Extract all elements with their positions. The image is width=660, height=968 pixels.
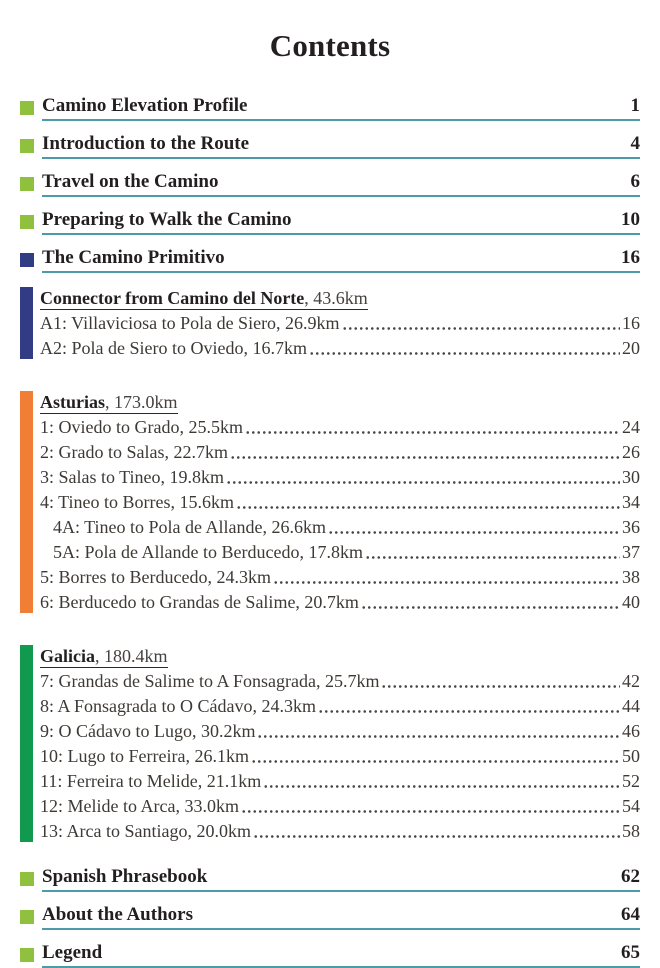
- item-label: 1: Oviedo to Grado, 25.5km: [40, 417, 243, 437]
- item-label: 5: Borres to Berducedo, 24.3km: [40, 567, 271, 587]
- item-page-number: 44: [622, 696, 640, 716]
- item-page-number: 54: [622, 796, 640, 816]
- entry-label: Spanish Phrasebook: [42, 866, 208, 887]
- item-page-number: 58: [622, 821, 640, 841]
- entry-marker: [20, 101, 34, 115]
- dot-leader: [365, 540, 620, 565]
- dot-leader: [361, 590, 620, 615]
- entry-main: [42, 171, 640, 197]
- toc-item: [40, 694, 640, 719]
- entry-marker: [20, 139, 34, 153]
- entry-label: Travel on the Camino: [42, 171, 219, 192]
- item-page-number: 34: [622, 492, 640, 512]
- item-label: 10: Lugo to Ferreira, 26.1km: [40, 746, 249, 766]
- section-galicia: [20, 643, 640, 844]
- dot-leader: [318, 694, 620, 719]
- dot-leader: [230, 440, 620, 465]
- entry-main: [42, 942, 640, 968]
- toc-item: [40, 590, 640, 615]
- toc-item: [40, 415, 640, 440]
- dot-leader: [241, 794, 620, 819]
- entry-main: [42, 904, 640, 930]
- entry-main: [42, 866, 640, 892]
- dot-leader: [236, 490, 620, 515]
- entry-page-number: 10: [621, 209, 640, 230]
- toc-entry: [20, 171, 640, 197]
- item-label: 9: O Cádavo to Lugo, 30.2km: [40, 721, 256, 741]
- entry-marker: [20, 177, 34, 191]
- section-name: Galicia: [40, 646, 95, 666]
- dot-leader: [251, 744, 620, 769]
- item-page-number: 36: [622, 517, 640, 537]
- entry-marker: [20, 872, 34, 886]
- entry-main: [42, 95, 640, 121]
- item-label: 11: Ferreira to Melide, 21.1km: [40, 771, 262, 791]
- item-page-number: 37: [622, 542, 640, 562]
- section-heading: [40, 643, 640, 669]
- entry-page-number: 65: [621, 942, 640, 963]
- item-label: 12: Melide to Arca, 33.0km: [40, 796, 239, 816]
- section-name: Connector from Camino del Norte: [40, 288, 305, 308]
- toc-top-list: [20, 95, 640, 273]
- dot-leader: [245, 415, 620, 440]
- section-content: [40, 643, 640, 844]
- toc-item: [40, 336, 640, 361]
- section-connector: [20, 285, 640, 361]
- item-label: 4: Tineo to Borres, 15.6km: [40, 492, 235, 512]
- item-page-number: 26: [622, 442, 640, 462]
- toc-entry: [20, 95, 640, 121]
- entry-page-number: 6: [630, 171, 640, 192]
- toc-entry: [20, 866, 640, 892]
- item-label: 8: A Fonsagrada to O Cádavo, 24.3km: [40, 696, 316, 716]
- entry-main: [42, 133, 640, 159]
- section-color-bar: [20, 645, 33, 842]
- section-distance: , 43.6km: [304, 288, 368, 308]
- item-label: 2: Grado to Salas, 22.7km: [40, 442, 228, 462]
- toc-item: [40, 490, 640, 515]
- entry-page-number: 4: [630, 133, 640, 154]
- toc-item: [40, 794, 640, 819]
- section-distance: , 180.4km: [95, 646, 168, 666]
- item-label: 4A: Tineo to Pola de Allande, 26.6km: [53, 517, 327, 537]
- toc-entry: [20, 247, 640, 273]
- dot-leader: [342, 311, 620, 336]
- entry-label: About the Authors: [42, 904, 193, 925]
- entry-marker: [20, 215, 34, 229]
- section-heading: [40, 285, 640, 311]
- item-label: 7: Grandas de Salime to A Fonsagrada, 25.7km: [40, 671, 380, 691]
- entry-marker: [20, 253, 34, 267]
- entry-page-number: 64: [621, 904, 640, 925]
- entry-page-number: 62: [621, 866, 640, 887]
- dot-leader: [328, 515, 620, 540]
- dot-leader: [309, 336, 620, 361]
- entry-label: Legend: [42, 942, 103, 963]
- dot-leader: [381, 669, 620, 694]
- section-heading: [40, 389, 640, 415]
- item-page-number: 38: [622, 567, 640, 587]
- item-label: A2: Pola de Siero to Oviedo, 16.7km: [40, 338, 307, 358]
- section-color-bar: [20, 391, 33, 613]
- toc-item-alternate: [40, 515, 640, 540]
- entry-label: Preparing to Walk the Camino: [42, 209, 292, 230]
- item-page-number: 24: [622, 417, 640, 437]
- item-page-number: 50: [622, 746, 640, 766]
- dot-leader: [273, 565, 620, 590]
- section-content: [40, 389, 640, 615]
- item-label: 5A: Pola de Allande to Berducedo, 17.8km: [53, 542, 363, 562]
- dot-leader: [226, 465, 620, 490]
- item-label: 13: Arca to Santiago, 20.0km: [40, 821, 251, 841]
- entry-label: Camino Elevation Profile: [42, 95, 248, 116]
- toc-item: [40, 819, 640, 844]
- dot-leader: [257, 719, 620, 744]
- section-asturias: [20, 389, 640, 615]
- entry-main: [42, 247, 640, 273]
- section-color-bar: [20, 287, 33, 359]
- entry-label: The Camino Primitivo: [42, 247, 225, 268]
- entry-label: Introduction to the Route: [42, 133, 250, 154]
- section-name: Asturias: [40, 392, 106, 412]
- toc-item: [40, 669, 640, 694]
- toc-item-alternate: [40, 540, 640, 565]
- toc-entry: [20, 904, 640, 930]
- toc-item: [40, 465, 640, 490]
- item-label: A1: Villaviciosa to Pola de Siero, 26.9km: [40, 313, 340, 333]
- item-page-number: 40: [622, 592, 640, 612]
- toc-entry: [20, 133, 640, 159]
- toc-item: [40, 440, 640, 465]
- entry-marker: [20, 948, 34, 962]
- toc-item: [40, 719, 640, 744]
- toc-item: [40, 769, 640, 794]
- item-page-number: 30: [622, 467, 640, 487]
- toc-entry: [20, 942, 640, 968]
- item-label: 3: Salas to Tineo, 19.8km: [40, 467, 225, 487]
- item-page-number: 46: [622, 721, 640, 741]
- item-label: 6: Berducedo to Grandas de Salime, 20.7km: [40, 592, 359, 612]
- page-title: Contents: [269, 28, 391, 63]
- toc-item: [40, 565, 640, 590]
- entry-page-number: 16: [621, 247, 640, 268]
- toc-bottom-list: [20, 866, 640, 968]
- item-page-number: 42: [622, 671, 640, 691]
- toc-entry: [20, 209, 640, 235]
- item-page-number: 20: [622, 338, 640, 358]
- dot-leader: [253, 819, 620, 844]
- toc-item: [40, 311, 640, 336]
- item-page-number: 16: [622, 313, 640, 333]
- item-page-number: 52: [622, 771, 640, 791]
- toc-item: [40, 744, 640, 769]
- section-distance: , 173.0km: [105, 392, 178, 412]
- entry-marker: [20, 910, 34, 924]
- entry-main: [42, 209, 640, 235]
- dot-leader: [263, 769, 620, 794]
- entry-page-number: 1: [630, 95, 640, 116]
- section-content: [40, 285, 640, 361]
